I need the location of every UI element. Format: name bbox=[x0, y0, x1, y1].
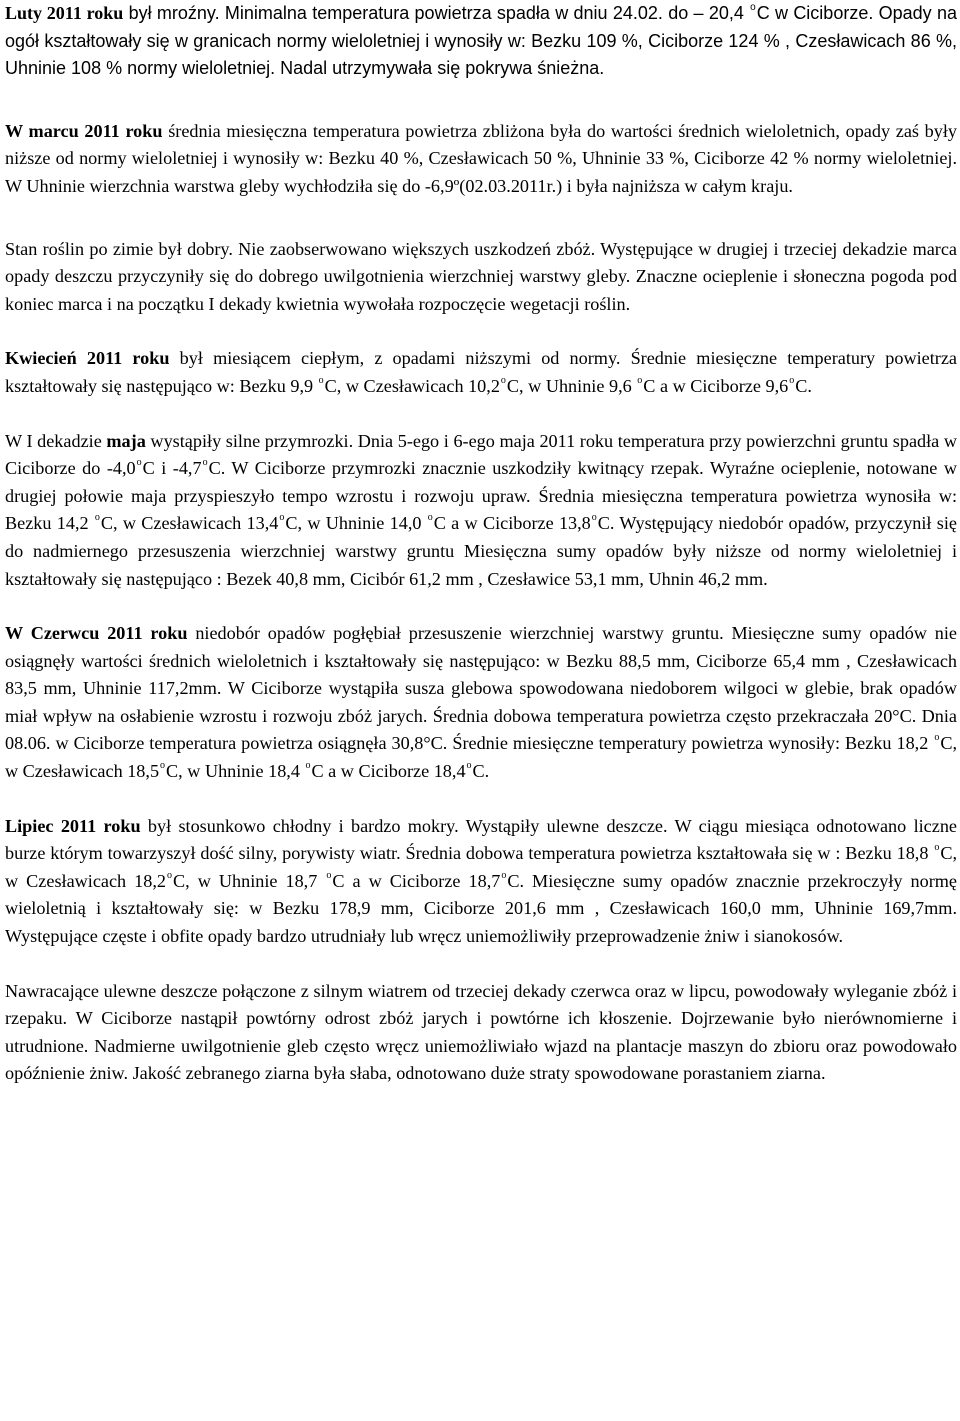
degree-mark: o bbox=[94, 512, 100, 524]
paragraph-text: C. bbox=[472, 761, 490, 782]
paragraph-text: W I dekadzie bbox=[5, 430, 107, 451]
degree-mark: o bbox=[934, 732, 940, 744]
paragraph-text: C. bbox=[795, 375, 812, 396]
paragraph-text: C, w Uhninie 18,7 bbox=[173, 870, 326, 891]
paragraph-text: wystąpiły silne przymrozki. Dnia 5-ego i 6-ego maja 2011 roku temperatura przy powierzchni gruntu spadła w Ciciborze do -4,0 bbox=[5, 430, 957, 479]
degree-mark: o bbox=[789, 374, 795, 386]
paragraph-lead: W Czerwcu 2011 roku bbox=[5, 623, 188, 644]
paragraph-rainfall-effects bbox=[5, 978, 957, 1088]
paragraph-march bbox=[5, 118, 957, 201]
document-page bbox=[5, 0, 957, 1088]
paragraph-text: był miesiącem ciepłym, z opadami niższymi od normy. Średnie miesięczne temperatury powietrza kształtowały się następująco w: Bezku 9,9 bbox=[5, 348, 957, 396]
degree-mark: o bbox=[591, 512, 597, 524]
paragraph-plant-condition bbox=[5, 236, 957, 319]
degree-mark: o bbox=[750, 2, 756, 13]
paragraph-february bbox=[5, 0, 957, 83]
paragraph-text: C i -4,7 bbox=[142, 458, 202, 479]
paragraph-text: C a w Ciciborze 18,4 bbox=[311, 761, 466, 782]
paragraph-text: C a w Ciciborze 9,6 bbox=[643, 375, 789, 396]
degree-mark: o bbox=[136, 457, 142, 469]
degree-mark: o bbox=[326, 869, 332, 881]
paragraph-may bbox=[5, 428, 957, 594]
paragraph-text: C, w Czesławicach 13,4 bbox=[100, 513, 279, 534]
paragraph-lead: maja bbox=[106, 430, 146, 451]
paragraph-lead: Lipiec 2011 roku bbox=[5, 815, 141, 836]
paragraph-april bbox=[5, 345, 957, 400]
degree-mark: o bbox=[305, 760, 311, 772]
degree-mark: o bbox=[318, 374, 324, 386]
paragraph-text: C, w Uhninie 18,4 bbox=[166, 761, 305, 782]
degree-mark: o bbox=[934, 842, 940, 854]
paragraph-text: C, w Czesławicach 18,2 bbox=[5, 843, 957, 891]
paragraph-text: Nawracające ulewne deszcze połączone z silnym wiatrem od trzeciej dekady czerwca oraz w lipcu, powodowały wyleganie zbóż i rzepaku. W Ciciborze nastąpił powtórny odrost zbóż jarych i powtórne ich kłoszenie. Dojrzewanie było nierównomierne i utrudnione. Nadmierne uwilgotnienie gleb często wręcz uniemożliwiało wjazd na plantacje maszyn do zbioru oraz powodowało opóźnienie żniw. Jakość zebranego ziarna była słaba, odnotowano duże straty spowodowane porastaniem ziarna. bbox=[5, 980, 957, 1084]
paragraph-text: C, w Uhninie 14,0 bbox=[285, 513, 427, 534]
degree-mark: o bbox=[160, 760, 166, 772]
paragraph-july bbox=[5, 813, 957, 951]
paragraph-text: C a w Ciciborze 13,8 bbox=[433, 513, 591, 534]
paragraph-text: niedobór opadów pogłębiał przesuszenie wierzchniej warstwy gruntu. Miesięczne sumy opadów nie osiągnęły wartości średnich wieloletnich i kształtowały się następująco: w Bezku 88,5 mm, Ciciborze 65,4 mm , Czesławicach 83,5 mm, Uhninie 117,2mm. W Ciciborze wystąpiła susza glebowa spowodowana niedoborem wilgoci w glebie, brak opadów miał wpływ na osłabienie wzrostu i rozwoju zbóż jarych. Średnia dobowa temperatura powietrza często przekraczała 20°C. Dnia 08.06. w Ciciborze temperatura powietrza osiągnęła 30,8°C. Średnie miesięczne temperatury powietrza wynosiły: Bezku 18,2 bbox=[5, 623, 957, 754]
paragraph-text: Stan roślin po zimie był dobry. Nie zaobserwowano większych uszkodzeń zbóż. Występujące w drugiej i trzeciej dekadzie marca opady deszczu przyczyniły się do dobrego uwilgotnienia wierzchniej warstwy gleby. Znaczne ocieplenie i słoneczna pogoda pod koniec marca i na początku I dekady kwietnia wywołała rozpoczęcie wegetacji roślin. bbox=[5, 238, 957, 314]
degree-mark: o bbox=[427, 512, 433, 524]
paragraph-text: C a w Ciciborze 18,7 bbox=[332, 870, 501, 891]
degree-mark: o bbox=[167, 869, 172, 881]
paragraph-text: był stosunkowo chłodny i bardzo mokry. Wystąpiły ulewne deszcze. W ciągu miesiąca odnotowano liczne burze którym towarzyszył dość silny, porywisty wiatr. Średnia dobowa temperatura powietrza kształtowała się w : Bezku 18,8 bbox=[5, 815, 957, 864]
paragraph-lead: W marcu 2011 roku bbox=[5, 120, 163, 141]
paragraph-june bbox=[5, 620, 957, 786]
paragraph-text: C. Występujący niedobór opadów, przyczynił się do nadmiernego przesuszenia wierzchniej warstwy gruntu Miesięczna sumy opadów były niższe od normy wieloletniej i kształtowały się następująco : Bezek 40,8 mm, Cicibór 61,2 mm , Czesławice 53,1 mm, Uhnin 46,2 mm. bbox=[5, 513, 957, 589]
degree-mark: o bbox=[202, 457, 208, 469]
degree-mark: o bbox=[637, 374, 643, 386]
paragraph-text: C. Miesięczne sumy opadów znacznie przekroczyły normę wieloletnią i kształtowały się: w Bezku 178,9 mm, Ciciborze 201,6 mm , Czesławicach 160,0 mm, Uhninie 169,7mm. Występujące częste i obfite opady bardzo utrudniały lub wręcz uniemożliwiły przeprowadzenie żniw i sianokosów. bbox=[5, 870, 957, 947]
paragraph-text: był mroźny. Minimalna temperatura powietrza spadła w dniu 24.02. do – 20,4 bbox=[123, 3, 750, 23]
paragraph-text: C. W Ciciborze przymrozki znacznie uszkodziły kwitnący rzepak. Wyraźne ocieplenie, notowane w drugiej połowie maja przyspieszyło tempo wzrostu i rozwoju upraw. Średnia miesięczna temperatura powietrza wynosiła w: Bezku 14,2 bbox=[5, 458, 957, 534]
degree-mark: o bbox=[279, 512, 285, 524]
degree-mark: o bbox=[466, 760, 472, 772]
degree-mark: o bbox=[501, 869, 507, 881]
paragraph-text: C w Ciciborze. Opady na ogół kształtowały się w granicach normy wieloletniej i wynosiły w: Bezku 109 %, Ciciborze 124 % , Czesławicach 86 %, Uhninie 108 % normy wieloletniej. Nadal utrzymywała się pokrywa śnieżna. bbox=[5, 3, 957, 79]
paragraph-text: średnia miesięczna temperatura powietrza zbliżona była do wartości średnich wieloletnich, opady zaś były niższe od normy wieloletniej i wynosiły w: Bezku 40 %, Czesławicach 50 %, Uhninie 33 %, Ciciborze 42 % normy wieloletniej. W Uhninie wierzchnia warstwa gleby wychłodziła się do -6,9º(02.03.2011r.) i była najniższa w całym kraju. bbox=[5, 120, 957, 196]
paragraph-lead: Kwiecień 2011 roku bbox=[5, 348, 170, 369]
degree-mark: o bbox=[500, 374, 506, 386]
paragraph-lead: Luty 2011 roku bbox=[5, 3, 124, 23]
paragraph-text: C, w Uhninie 9,6 bbox=[506, 375, 637, 396]
paragraph-text: C, w Czesławicach 10,2 bbox=[324, 375, 500, 396]
paragraph-text: C, w Czesławicach 18,5 bbox=[5, 733, 957, 782]
